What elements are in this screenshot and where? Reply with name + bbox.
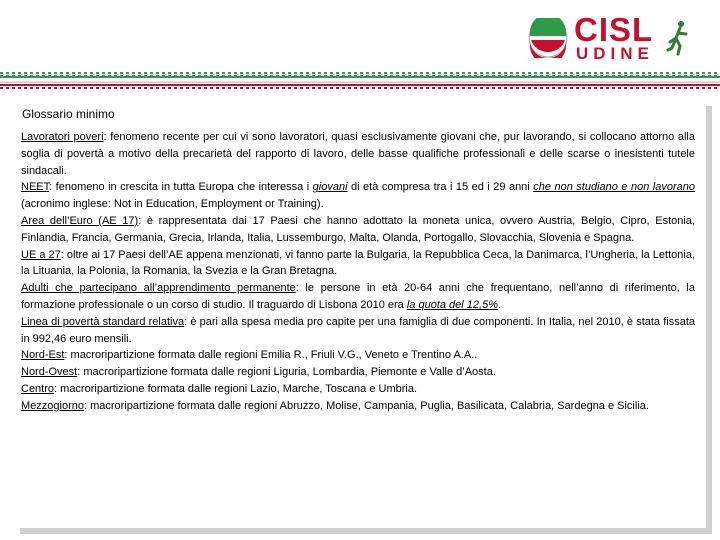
glossary-entry [21,381,695,398]
runner-figure-icon [666,20,692,56]
glossary-entry [21,364,695,381]
tricolor-stripe [0,72,720,90]
cisl-tricolor-mark [528,18,568,58]
entry-separator: : [295,282,306,295]
glossary-entry [21,314,695,348]
entry-separator: : [49,181,56,194]
glossary-title: Glossario minimo [22,107,115,121]
glossary-entry [21,247,695,281]
entry-definition: di età compresa tra i 15 ed i 29 anni [347,181,534,194]
entry-term: Lavoratori poveri [21,131,104,143]
entry-separator: : [103,131,111,143]
entry-definition: macroripartizione formata dalle regioni Emilia R., Friuli V.G., Veneto e Trentino A.A.. [70,349,478,362]
logo-subtitle: UDINE [576,44,654,63]
entry-emphasis: la quota del 12,5% [406,298,498,311]
entry-emphasis: giovani [312,181,348,194]
entry-definition: è pari alla spesa media pro capite per una famiglia di due componenti. In Italia, nel 2010, è stata fissata in 992,46 euro mensili. [21,315,695,345]
entry-term: Nord-Ovest [21,366,78,379]
glossary-panel [14,100,706,528]
entry-definition: oltre ai 17 Paesi dell’AE appena menzionati, vi fanno parte la Bulgaria, la Repubblica Ceca, la Danimarca, l’Ungheria, la Lettonia, la Lituania, la Polonia, la Romania, la Svezia e la Gran Bretagna. [21,248,695,278]
entry-emphasis: che non studiano e non lavorano [533,181,695,194]
entry-term: Nord-Est [21,349,65,362]
content-shadow [20,528,712,534]
glossary-entry [21,129,695,179]
entry-definition: macroripartizione formata dalle regioni Liguria, Lombardia, Piemonte e Valle d’Aosta. [83,366,496,379]
entry-separator: : [54,382,61,395]
entry-term: Mezzogiorno [21,399,84,412]
entry-definition: è rappresentata dai 17 Paesi che hanno adottato la moneta unica, ovvero Austria, Belgio, Cipro, Estonia, Finlandia, Francia, Germania, Grecia, Irlanda, Italia, Lussemburgo, Malta, Olanda, Portogallo, Slovacchia, Slovenia e Spagna. [21,214,695,244]
entry-separator: : [83,399,91,412]
entry-separator: : [77,366,84,379]
entry-term: UE a 27 [21,248,61,261]
entry-definition: (acronimo inglese: Not in Education, Employment or Training). [21,198,324,211]
entry-separator: : [60,248,67,261]
entry-definition: macroripartizione formata dalle regioni Lazio, Marche, Toscana e Umbria. [60,382,418,395]
entry-term: Adulti che partecipano all’apprendimento permanente [21,282,296,295]
glossary-entry [21,280,695,314]
entry-definition: . [498,298,502,311]
glossary-body [21,129,695,415]
entry-definition: fenomeno in crescita in tutta Europa che interessa i [55,181,313,194]
glossary-entry [21,398,695,415]
glossary-entry [21,179,695,213]
entry-separator: : [138,214,147,227]
glossary-entry [21,347,695,364]
entry-term: Area dell’Euro (AE 17) [21,214,139,227]
content-shadow [706,106,712,534]
entry-term: Centro [21,382,55,395]
glossary-entry [21,213,695,247]
entry-separator: : [64,349,71,362]
entry-definition: le persone in età 20-64 anni che frequentano, nell’anno di riferimento, la formazione professionale o un corso di studio. Il traguardo di Lisbona 2010 era [21,282,695,311]
entry-definition: macroripartizione formata dalle regioni Abruzzo, Molise, Campania, Puglia, Basilicata, Calabria, Sardegna e Sicilia. [90,399,649,412]
entry-term: NEET [21,181,50,194]
entry-definition: fenomeno recente per cui vi sono lavoratori, quasi esclusivamente giovani che, pur lavorando, si collocano attorno alla soglia di povertà a motivo della precarietà del rapporto di lavoro, delle basse qualifiche professionali e delle scarse o inesistenti tutele sindacali. [21,131,695,177]
cisl-udine-logo [528,11,698,63]
entry-separator: : [184,315,191,328]
logo-name: CISL [574,11,654,48]
entry-term: Linea di povertà standard relativa [21,315,185,328]
